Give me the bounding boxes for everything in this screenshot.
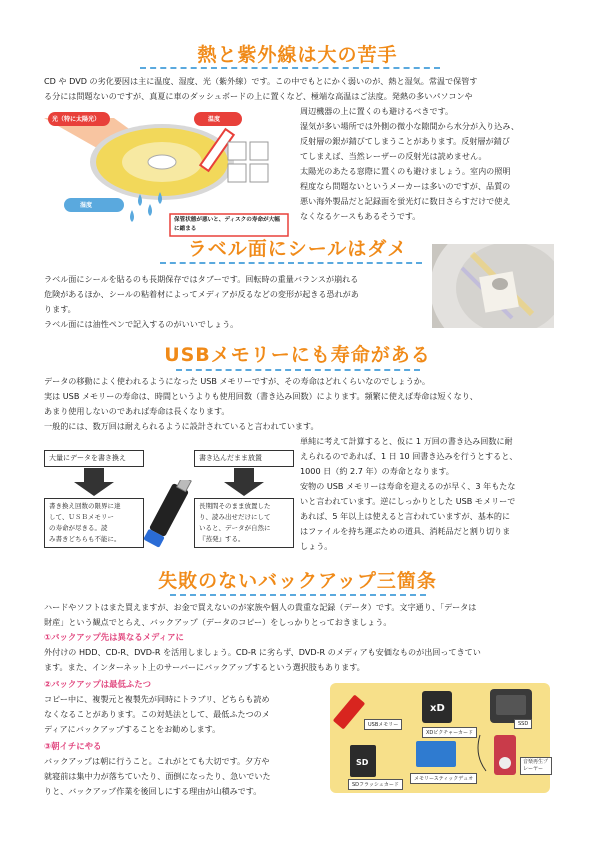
s4-p1-0: 外付けの HDD、CD-R、DVD-R を活用しましょう。CD-R に劣らず、DVD-R のメディアも安価なものが出回ってきてい (44, 647, 481, 657)
s2-line-2: ります。 (44, 304, 76, 314)
s3-line-6: 1000 日（約 2.7 年）の寿命となります。 (300, 466, 454, 476)
svg-text:xD: xD (430, 703, 445, 714)
s1-line-2: 周辺機器の上に置くのも避けるべきです。 (300, 106, 454, 116)
s1-line-4: 反射層の銀が錆びてしまうことがあります。反射層が錆び (300, 136, 510, 146)
s4-p2-0: コピー中に、複製元と複製先が同時にトラブリ、どちらも読め (44, 694, 270, 704)
usb-stick-icon (140, 480, 200, 552)
s4-p2-1: なくなることがあります。この対処法として、最低ふたつのメ (44, 709, 270, 719)
s3-line-11: しょう。 (300, 541, 333, 551)
diagram-limit-box (44, 498, 144, 548)
s1-line-1: る分には問題ないのですが、真夏に車のダッシュボードの上に置くなど、極端な高温はご法度。発熱の多いパソコンや (44, 91, 473, 101)
label-sticker-photo (432, 244, 554, 328)
diagram-rewrite-box: 大量にデータを書き換え (44, 450, 144, 467)
diagram-evaporate-line: り、読み出せだけにして (199, 513, 271, 521)
fig-sun-label: 光（特に太陽光） (52, 116, 101, 123)
diagram-evaporate-box (194, 498, 294, 548)
s4-sub3: ③朝イチにやる (44, 741, 102, 751)
s4-sub2: ②バックアップは最低ふたつ (44, 679, 152, 689)
s3-line-5: えられるのであれば、1 日 10 回書き込みを行うとすると、 (300, 451, 518, 461)
s4-p3-1: 就寝前は集中力が落ちていたり、面倒になったり、急いでいた (44, 771, 271, 781)
s1-line-8: 悪い海外製品だと記録面を蛍光灯に数日さらすだけで使え (300, 196, 511, 206)
media-label-sd: SDフラッシュカード (348, 779, 403, 790)
s3-line-9: あれば、5 年以上は使えると言われていますが、基本的に (300, 511, 511, 521)
s3-line-1: 実は USB メモリーの寿命は、時間というよりも使用回数（書き込み回数）によります。頻繁に使えば寿命は短くなり、 (44, 391, 478, 401)
section2-title: ラベル面にシールはダメ (187, 238, 408, 260)
s3-line-3: 一般的には、数万回は耐えられるように設計されていると言われています。 (44, 421, 319, 431)
s3-line-7: 安物の USB メモリーは寿命を迎えるのが早く、3 年もたな (300, 481, 516, 491)
s4-p3-2: りと、バックアップ作業を後回しにする理由が山積みです。 (44, 786, 262, 796)
title-underline (160, 262, 422, 264)
fig-warning-label: 保管状態が悪いと、ディスクの寿命が大幅に縮まる (174, 217, 280, 232)
storage-media-collage (330, 683, 550, 793)
fig-temp-label: 温度 (208, 116, 221, 123)
diagram-idle-box: 書き込んだまま放置 (194, 450, 294, 467)
s3-line-2: あまり使用しないのであれば寿命は長くなります。 (44, 406, 230, 416)
section1-title: 熱と紫外線は大の苦手 (197, 44, 398, 66)
title-underline (170, 594, 426, 596)
s4-intro-0: ハードやソフトはまた買えますが、お金で買えないのが家族や個人の貴重な記録（データ）です。文字通り、「データは (44, 602, 477, 612)
diagram-evaporate-line: いると、データが自然に (199, 524, 271, 532)
title-underline (140, 67, 440, 69)
s4-p3-0: バックアップは朝に行うこと。これがとても大切です。夕方や (44, 756, 270, 766)
s1-line-6: 太陽光のあたる窓際に置くのも避けましょう。室内の照明 (300, 166, 511, 176)
s4-sub1: ①バックアップ先は異なるメディアに (44, 632, 184, 642)
media-label-memorystick: メモリースティックデュオ (410, 773, 477, 784)
s1-line-5: てしまえば、当然レーザーの反射光は読めません。 (300, 151, 487, 161)
s1-line-9: なくなるケースもあるそうです。 (300, 211, 421, 221)
svg-text:SD: SD (356, 758, 369, 767)
diagram-limit-line: して、ＵＳＢメモリー (49, 513, 114, 521)
diagram-limit-line: み書きどちらも不能に。 (49, 535, 121, 543)
s3-line-4: 単純に考えて計算すると、仮に 1 万回の書き込み回数に耐 (300, 436, 513, 446)
title-underline (176, 369, 420, 371)
diagram-evaporate-line: 『蒸発』する。 (199, 535, 245, 543)
s1-line-3: 湿気が多い場所では外側の微小な隙間から水分が入り込み、 (300, 121, 520, 131)
s4-p2-2: ディアにバックアップすることをお勧めします。 (44, 724, 221, 734)
s4-intro-1: 財産」という観点でとらえ、バックアップ（データのコピー）をしっかりとっておきましょう。 (44, 617, 392, 627)
usb-lifespan-diagram (44, 446, 296, 554)
s2-line-3: ラベル面には油性ペンで記入するのがいいでしょう。 (44, 319, 239, 329)
sticker-photo-svg (432, 244, 554, 328)
section3-title: USBメモリーにも寿命がある (164, 344, 431, 366)
s3-line-10: はファイルを持ち運ぶための道具、消耗品だと割り切りま (300, 526, 511, 536)
diagram-limit-line: 書き換え回数の限界に達 (49, 502, 121, 510)
diagram-evaporate-line: 長期間そのまま放置した (199, 502, 271, 510)
fig-humidity-label: 湿度 (80, 202, 93, 209)
s3-line-0: データの移動によく使われるようになった USB メモリーですが、その寿命はどれくらいなのでしょうか。 (44, 376, 430, 386)
s2-line-1: 危険があるほか、シールの粘着材によってメディアが反るなどの変形が起きる恐れがあ (44, 289, 359, 299)
s3-line-8: いと言われています。逆にしっかりとした USB モメリーで (300, 496, 516, 506)
disc-hazard-illustration (44, 106, 294, 238)
media-label-player: 音楽再生プレーヤー (520, 757, 552, 775)
s1-line-0: CD や DVD の劣化要因は主に温度、湿度、光（紫外線）です。この中でもとにかく弱いのが、熱と湿気。常温で保管す (44, 76, 478, 86)
section4-title: 失敗のないバックアップ三箇条 (158, 570, 437, 592)
media-label-usb: USBメモリー (364, 719, 402, 730)
s1-line-7: 程度なら問題ないというメーカーは多いのですが、品質の (300, 181, 511, 191)
s4-p1-1: ます。また、インターネット上のサーバーにバックアップするという選択肢もあります。 (44, 662, 365, 672)
media-label-ssd: SSD (514, 719, 532, 729)
diagram-limit-line: の寿命が尽きる。読 (49, 524, 108, 532)
media-label-xd: XDピクチャーカード (422, 727, 477, 738)
s2-line-0: ラベル面にシールを貼るのも長期保存ではタブーです。回転時の重量バランスが崩れる (44, 274, 359, 284)
